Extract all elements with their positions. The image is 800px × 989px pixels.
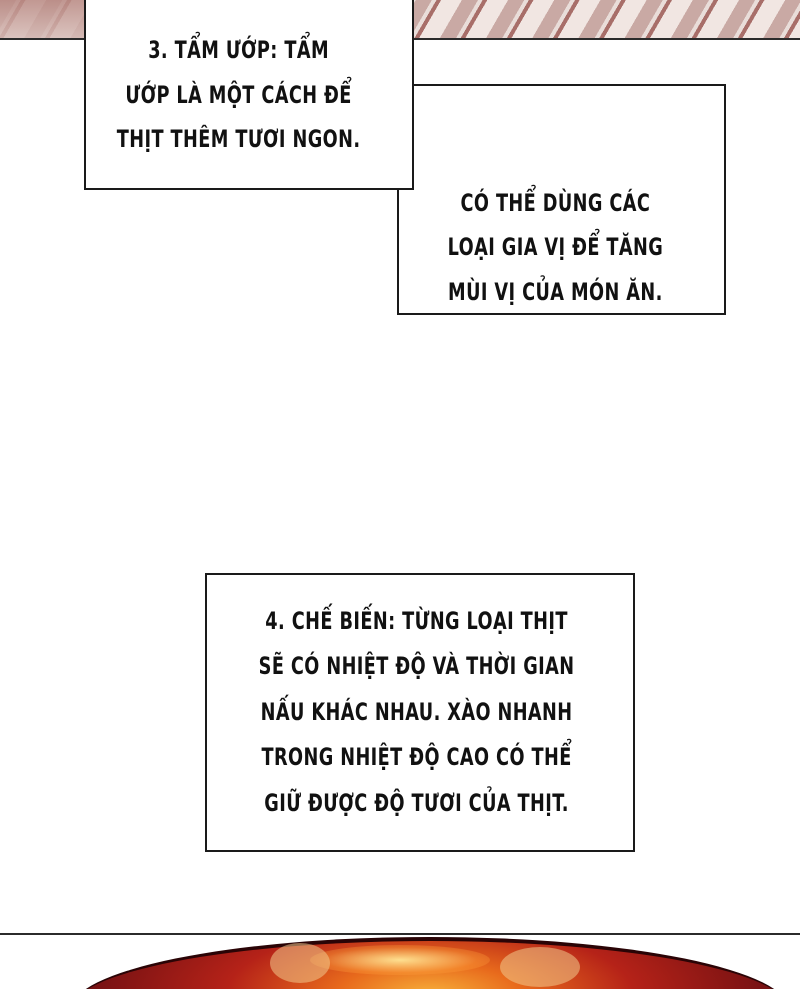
caption-text-cooking: 4. CHẾ BIẾN: TỪNG LOẠI THỊT SẼ CÓ NHIỆT ĐỘ VÀ THỜI GIAN NẤU KHÁC NHAU. XÀO NHANH TRONG NHIỆT ĐỘ CAO CÓ THỂ GIỮ ĐƯỢC ĐỘ TƯƠI CỦA THỊT.	[259, 606, 575, 817]
caption-box-marinate	[84, 0, 414, 190]
steam-art	[270, 943, 330, 983]
steam-art	[500, 947, 580, 987]
caption-box-cooking	[205, 573, 635, 852]
caption-text-marinate: 3. TẨM ƯỚP: TẨM ƯỚP LÀ MỘT CÁCH ĐỂ THỊT THÊM TƯƠI NGON.	[117, 36, 361, 154]
pot-glow-art	[310, 945, 490, 975]
bottom-panel-art	[0, 933, 800, 989]
cooking-pot-art	[70, 937, 790, 989]
caption-box-spices	[397, 84, 726, 315]
wood-shadow-art	[0, 0, 90, 38]
caption-text-spices: CÓ THỂ DÙNG CÁC LOẠI GIA VỊ ĐỂ TĂNG MÙI VỊ CỦA MÓN ĂN.	[447, 188, 664, 306]
